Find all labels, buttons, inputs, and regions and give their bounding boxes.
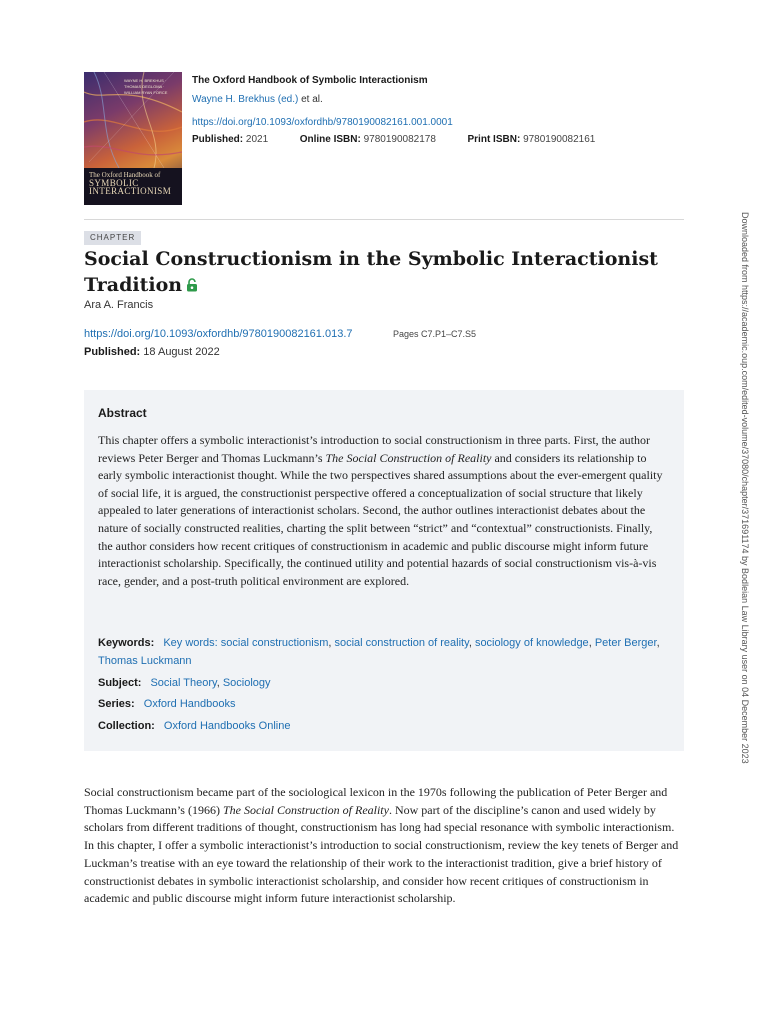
cover-title-line2: SYMBOLIC xyxy=(89,178,139,188)
cover-editors: WAYNE H. BREKHUS · THOMAS DEGLOMA · WILLIAM RYAN FORCE xyxy=(124,78,168,95)
subject-link[interactable]: Social Theory xyxy=(150,677,217,689)
body-text-book-title: The Social Construction of Reality xyxy=(222,802,389,817)
body-text-part1: Social constructionism became part of the sociological lexicon in the 1970s following the publication of Peter Berger and Thomas Luckmann’s (1966) xyxy=(84,785,668,817)
open-access-lock-icon xyxy=(186,273,198,299)
book-published-value: 2021 xyxy=(245,134,269,145)
book-header xyxy=(84,72,684,206)
keyword-link[interactable]: Thomas Luckmann xyxy=(98,655,192,667)
abstract-text-part1: This chapter offers a symbolic interactionist’s introduction to social constructionism in three parts. First, the author reviews Peter Berger and Thomas Luckmann’s xyxy=(98,433,650,465)
book-doi-link[interactable]: https://doi.org/10.1093/oxfordhb/9780190082161.001.0001 xyxy=(192,117,453,128)
subject-link[interactable]: Sociology xyxy=(222,677,271,689)
subject-label: Subject: xyxy=(98,677,142,689)
body-text-part2: . Now part of the discipline’s canon and used widely by scholars from different traditions of thought, constructionism has long had special resonance with symbolic interactionism. In this chapter, I offer a symbolic interactionist’s introduction to social constructionism, review the key tenets of Berger and Luckman’s treatise with an eye toward the relationship of their work to the interactionist tradition, give a brief history of constructionist debates in symbolic interactionist scholarship, and consider how recent critiques of constructionism in academic and public discourse might inform future interactionist scholarship. xyxy=(84,802,679,906)
collection-row xyxy=(98,717,670,735)
book-title[interactable]: The Oxford Handbook of Symbolic Interactionism xyxy=(192,75,428,86)
keywords-label: Keywords: xyxy=(98,637,155,649)
keywords-row: Keywords: Key words: social constructionism, social construction of reality, sociology of knowledge, Peter Berger, Thomas Luckmann xyxy=(98,637,660,667)
chapter-published xyxy=(84,346,220,358)
abstract-text xyxy=(98,432,670,590)
chapter-published-value: 18 August 2022 xyxy=(143,346,220,358)
keyword-link[interactable]: Peter Berger xyxy=(594,637,657,649)
cover-title-line3: INTERACTIONISM xyxy=(89,186,172,196)
body-paragraph xyxy=(84,784,684,908)
abstract-text-part2: and considers its relationship to early symbolic interactionist thought. While the two perspectives shared assumptions about the ever-emergent quality of social life, it is argued, the constructionist perspective offered a conceptualization of social structure that likely appealed to later generations of interactionist scholars. Second, the author outlines interactionist debates about the nature of socially constructed realities, charting the split between “strict” and “contextual” constructionists. Finally, the author considers how recent critiques of constructionism in academic and public discourse might inform future interactionist scholarship. Specifically, the continued utility and potential hazards of social constructionism vis-à-vis race, gender, and a post-truth political environment are explored. xyxy=(98,450,663,588)
print-isbn-label: Print ISBN: xyxy=(467,134,521,145)
online-isbn-value: 9780190082178 xyxy=(363,134,436,145)
cover-title xyxy=(89,171,179,195)
book-publication-info xyxy=(192,133,595,146)
download-watermark: Downloaded from https://academic.oup.com/edited-volume/37080/chapter/371691174 by Bodleian Law Library user on 04 December 2023 xyxy=(740,212,750,764)
chapter-pages: Pages C7.P1–C7.S5 xyxy=(393,329,477,339)
chapter-doi-link[interactable]: https://doi.org/10.1093/oxfordhb/9780190082161.013.7 xyxy=(84,328,353,340)
print-isbn-value: 9780190082161 xyxy=(523,134,596,145)
cover-title-line1: The Oxford Handbook of xyxy=(89,171,161,179)
series-row xyxy=(98,695,670,713)
abstract-panel xyxy=(84,390,684,751)
book-published-label: Published: xyxy=(192,134,244,145)
keyword-link[interactable]: sociology of knowledge xyxy=(474,637,589,649)
book-editor xyxy=(192,93,323,106)
abstract-text-book-title: The Social Construction of Reality xyxy=(325,450,492,465)
collection-label: Collection: xyxy=(98,720,155,732)
chapter-title xyxy=(84,246,684,299)
chapter-published-label: Published: xyxy=(84,346,141,358)
chapter-title-text: Social Constructionism in the Symbolic Interactionist Tradition xyxy=(84,248,658,296)
collection-link[interactable]: Oxford Handbooks Online xyxy=(163,720,291,732)
chapter-author[interactable]: Ara A. Francis xyxy=(84,299,154,311)
subject-row: Subject: Social Theory, Sociology xyxy=(98,677,271,689)
online-isbn-label: Online ISBN: xyxy=(299,134,361,145)
header-divider xyxy=(84,219,684,220)
series-link[interactable]: Oxford Handbooks xyxy=(143,698,236,710)
keyword-link[interactable]: Key words: social constructionism xyxy=(163,637,329,649)
keyword-link[interactable]: social construction of reality xyxy=(334,637,469,649)
chapter-badge: CHAPTER xyxy=(84,231,141,245)
series-label: Series: xyxy=(98,698,135,710)
abstract-heading: Abstract xyxy=(98,406,147,420)
editor-suffix: et al. xyxy=(301,94,323,105)
book-cover-image[interactable] xyxy=(84,72,182,205)
editor-link[interactable]: Wayne H. Brekhus (ed.) xyxy=(192,94,299,105)
